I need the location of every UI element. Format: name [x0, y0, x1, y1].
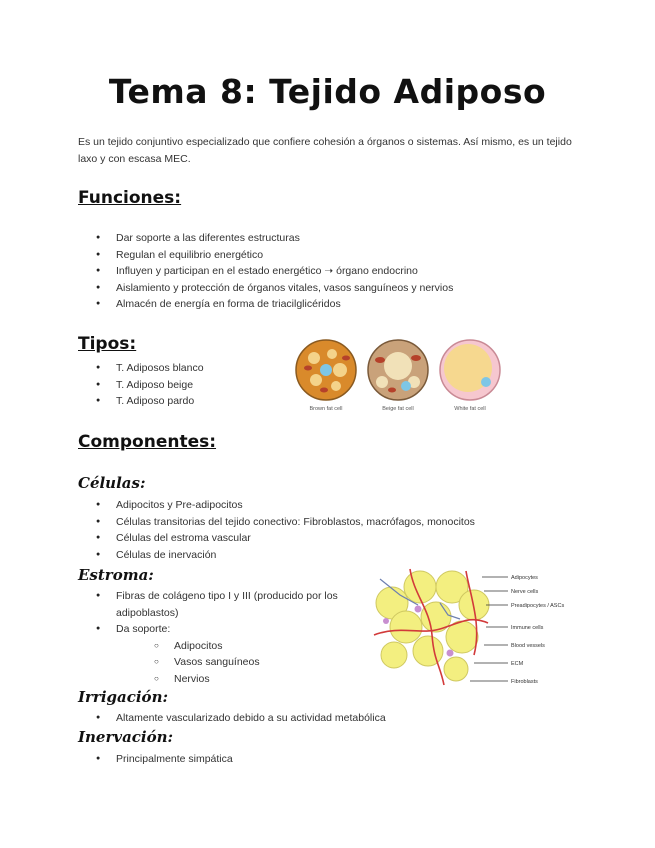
sub-list-item: ○ Adipocitos [154, 638, 366, 655]
tipos-list [96, 360, 204, 410]
list-item [96, 588, 366, 621]
estroma-heading: Estroma: [78, 566, 154, 584]
list-item: ● Almacén de energía en forma de triacilglicéridos [96, 296, 453, 313]
list-item: ● Células de inervación [96, 547, 475, 564]
componentes-heading: Componentes: [78, 432, 217, 452]
list-item: ● Regulan el equilibrio energético [96, 247, 453, 264]
list-item: ● T. Adiposos blanco [96, 360, 204, 377]
page-title: Tema 8: Tejido Adiposo [108, 72, 547, 111]
beige-fat-cell-label: Beige fat cell [382, 406, 414, 412]
adipose-tissue-illustration [370, 565, 565, 690]
estroma-item-line2: adipoblastos) [116, 606, 179, 619]
figure-label-nerve-cells: Nerve cells [511, 589, 539, 595]
white-fat-cell-label: White fat cell [454, 406, 486, 412]
fat-cells-illustration [294, 336, 504, 406]
figure-label-preadipocytes: Preadipocytes / ASCs [511, 603, 565, 609]
figure-label-ecm: ECM [511, 661, 524, 667]
list-item: ● Influyen y participan en el estado energético ➝ órgano endocrino [96, 263, 453, 280]
inervacion-heading: Inervación: [78, 728, 174, 746]
beige-fat-cell [368, 340, 428, 400]
estroma-item-line1: Fibras de colágeno tipo I y III (producido por los [116, 590, 338, 602]
irrigacion-list [96, 710, 386, 727]
list-item: ● T. Adiposo pardo [96, 393, 204, 410]
irrigacion-heading: Irrigación: [78, 688, 169, 706]
estroma-item-label: Da soporte: [116, 623, 171, 636]
funciones-heading: Funciones: [78, 188, 182, 208]
celulas-list [96, 497, 475, 563]
intro-paragraph: Es un tejido conjuntivo especializado que confiere cohesión a órganos o sistemas. Así mismo, es un tejido laxo y con escasa MEC. [78, 136, 572, 165]
funciones-list [96, 230, 453, 313]
list-item: ● Aislamiento y protección de órganos vitales, vasos sanguíneos y nervios [96, 280, 453, 297]
list-item: ● Dar soporte a las diferentes estructuras [96, 230, 453, 247]
list-item: ● Adipocitos y Pre-adipocitos [96, 497, 475, 514]
list-item: ● Células del estroma vascular [96, 530, 475, 547]
estroma-sublist [116, 638, 366, 688]
estroma-list [96, 588, 366, 688]
brown-fat-cell [296, 340, 356, 400]
list-item: ● Células transitorias del tejido conectivo: Fibroblastos, macrófagos, monocitos [96, 514, 475, 531]
white-fat-cell [440, 340, 500, 400]
figure-label-blood-vessels: Blood vessels [511, 643, 545, 649]
sub-list-item: ○ Nervios [154, 671, 366, 688]
list-item: ● T. Adiposo beige [96, 377, 204, 394]
inervacion-list [96, 751, 233, 768]
list-item: ● Altamente vascularizado debido a su actividad metabólica [96, 710, 386, 727]
brown-fat-cell-label: Brown fat cell [309, 406, 343, 412]
figure-label-immune-cells: Immune cells [511, 625, 544, 631]
adipose-tissue-figure [370, 565, 565, 690]
list-item [96, 621, 366, 687]
celulas-heading: Células: [78, 474, 146, 492]
fat-cell-types-figure [294, 336, 504, 416]
list-item: ● Principalmente simpática [96, 751, 233, 768]
adipocyte-cluster [376, 571, 489, 681]
tipos-heading: Tipos: [78, 334, 137, 354]
figure-label-fibroblasts: Fibroblasts [511, 679, 538, 685]
figure-label-adipocytes: Adipocytes [511, 575, 538, 581]
sub-list-item: ○ Vasos sanguíneos [154, 654, 366, 671]
